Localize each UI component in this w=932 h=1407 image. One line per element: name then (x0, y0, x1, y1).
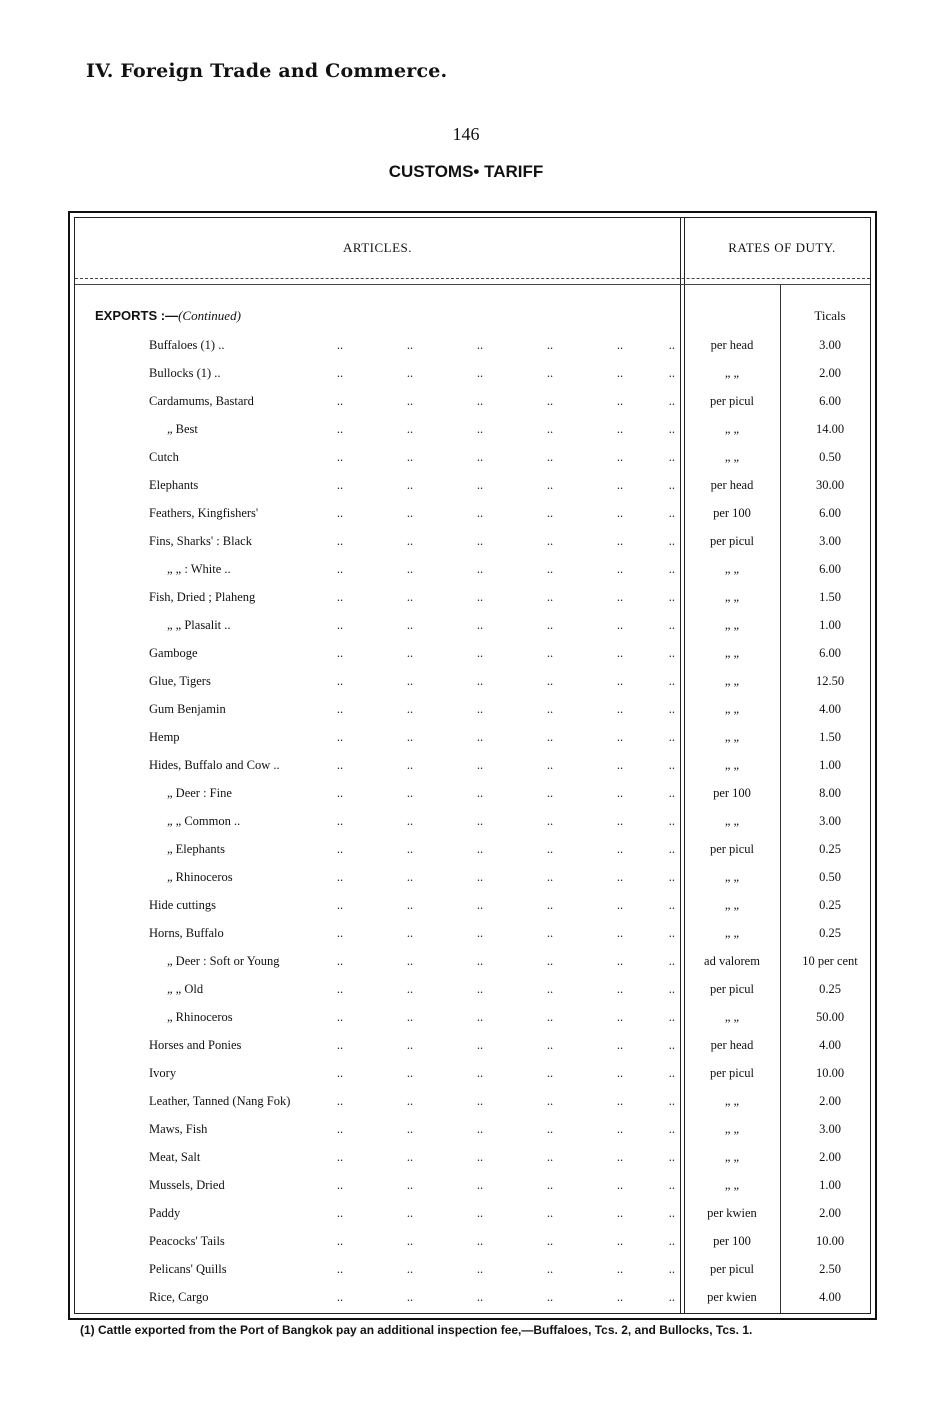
article-name: Gum Benjamin (149, 702, 226, 716)
duty-unit: „ „ (724, 1094, 740, 1108)
article-name: Feathers, Kingfishers' (149, 506, 259, 520)
article-name: Hides, Buffalo and Cow .. (149, 758, 280, 772)
article-name: Glue, Tigers (149, 674, 211, 688)
article-name: Hide cuttings (149, 898, 217, 912)
duty-rate: 1.50 (819, 590, 841, 604)
article-name: Elephants (149, 478, 199, 492)
leader-dots: .. .. .. .. .. .. (336, 1290, 675, 1304)
duty-rate: 2.50 (819, 1262, 841, 1276)
article-name: Pelicans' Quills (149, 1262, 227, 1276)
duty-unit: „ „ (724, 870, 740, 884)
duty-rate: 0.50 (819, 450, 841, 464)
leader-dots: .. .. .. .. .. .. (336, 1038, 675, 1052)
duty-rate: 3.00 (819, 1122, 841, 1136)
duty-unit: „ „ (724, 562, 740, 576)
article-name: „ Rhinoceros (167, 1010, 233, 1024)
duty-unit: per picul (709, 394, 755, 408)
header-rule (75, 284, 870, 285)
table-row (75, 892, 880, 920)
article-name: „ Elephants (167, 842, 225, 856)
leader-dots: .. .. .. .. .. .. (336, 1010, 675, 1024)
duty-unit: per head (710, 478, 754, 492)
duty-unit: „ „ (724, 926, 740, 940)
leader-dots: .. .. .. .. .. .. (336, 870, 675, 884)
leader-dots: .. .. .. .. .. .. (336, 730, 675, 744)
duty-unit: per 100 (713, 1234, 751, 1248)
article-name: „ Rhinoceros (167, 870, 233, 884)
table-row (75, 752, 880, 780)
duty-unit: ad valorem (704, 954, 760, 968)
leader-dots: .. .. .. .. .. .. (336, 590, 675, 604)
article-name: „ „ Plasalit .. (167, 618, 231, 632)
duty-unit: „ „ (724, 422, 740, 436)
leader-dots: .. .. .. .. .. .. (336, 758, 675, 772)
table-row (75, 836, 880, 864)
duty-unit: „ „ (724, 618, 740, 632)
leader-dots: .. .. .. .. .. .. (336, 1206, 675, 1220)
duty-unit: „ „ (724, 366, 740, 380)
duty-rate: 2.00 (819, 366, 841, 380)
table-row (75, 1004, 880, 1032)
leader-dots: .. .. .. .. .. .. (336, 982, 675, 996)
table-row (75, 724, 880, 752)
table-body (75, 332, 880, 1312)
leader-dots: .. .. .. .. .. .. (336, 422, 675, 436)
duty-unit: „ „ (724, 646, 740, 660)
leader-dots: .. .. .. .. .. .. (336, 478, 675, 492)
table-row (75, 1144, 880, 1172)
article-name: Leather, Tanned (Nang Fok) (149, 1094, 291, 1108)
duty-unit: per picul (709, 842, 755, 856)
table-row (75, 1256, 880, 1284)
article-name: Maws, Fish (149, 1122, 208, 1136)
article-name: „ „ Common .. (167, 814, 241, 828)
table-row (75, 556, 880, 584)
article-name: „ „ Old (167, 982, 204, 996)
table-row (75, 1088, 880, 1116)
duty-rate: 6.00 (819, 562, 841, 576)
duty-rate: 0.50 (819, 870, 841, 884)
article-name: Fish, Dried ; Plaheng (149, 590, 256, 604)
table-row (75, 864, 880, 892)
leader-dots: .. .. .. .. .. .. (336, 1262, 675, 1276)
table-row (75, 668, 880, 696)
duty-rate: 12.50 (815, 674, 845, 688)
duty-unit: per kwien (707, 1290, 757, 1304)
duty-unit: per head (710, 1038, 754, 1052)
duty-unit: per picul (709, 534, 755, 548)
duty-unit: „ „ (724, 730, 740, 744)
leader-dots: .. .. .. .. .. .. (336, 1122, 675, 1136)
leader-dots: .. .. .. .. .. .. (336, 506, 675, 520)
table-row (75, 332, 880, 360)
table-row (75, 640, 880, 668)
article-name: Rice, Cargo (149, 1290, 209, 1304)
footnote: (1) Cattle exported from the Port of Bangkok pay an additional inspection fee,—Buffaloes, Tcs. 2, and Bullocks, Tcs. 1. (80, 1323, 753, 1337)
duty-rate: 10 per cent (802, 954, 858, 968)
table-row (75, 1228, 880, 1256)
article-name: Meat, Salt (149, 1150, 201, 1164)
leader-dots: .. .. .. .. .. .. (336, 926, 675, 940)
duty-rate: 1.50 (819, 730, 841, 744)
table-row (75, 388, 880, 416)
duty-rate: 0.25 (819, 982, 841, 996)
duty-unit: „ „ (724, 1178, 740, 1192)
duty-rate: 1.00 (819, 618, 841, 632)
article-name: Paddy (149, 1206, 181, 1220)
duty-rate: 30.00 (815, 478, 845, 492)
article-name: „ Best (167, 422, 198, 436)
leader-dots: .. .. .. .. .. .. (336, 786, 675, 800)
tariff-table-inner (74, 217, 871, 1314)
duty-unit: per 100 (713, 786, 751, 800)
table-row (75, 1172, 880, 1200)
tariff-table (68, 211, 877, 1320)
duty-rate: 10.00 (815, 1234, 845, 1248)
table-row (75, 1116, 880, 1144)
table-row (75, 808, 880, 836)
duty-unit: per 100 (713, 506, 751, 520)
duty-rate: 6.00 (819, 646, 841, 660)
duty-unit: „ „ (724, 1150, 740, 1164)
duty-unit: per kwien (707, 1206, 757, 1220)
article-name: „ Deer : Soft or Young (167, 954, 280, 968)
article-name: Ivory (149, 1066, 177, 1080)
table-row (75, 780, 880, 808)
article-name: „ Deer : Fine (167, 786, 232, 800)
table-row (75, 1284, 880, 1312)
table-row (75, 500, 880, 528)
duty-rate: 3.00 (819, 814, 841, 828)
article-name: Bullocks (1) .. (149, 366, 221, 380)
document-title: CUSTOMS• TARIFF (388, 162, 544, 181)
duty-unit: „ „ (724, 814, 740, 828)
table-row (75, 976, 880, 1004)
table-row (75, 1200, 880, 1228)
leader-dots: .. .. .. .. .. .. (336, 1178, 675, 1192)
articles-header: ARTICLES. (342, 240, 413, 255)
duty-unit: per picul (709, 1066, 755, 1080)
duty-unit: „ „ (724, 1010, 740, 1024)
duty-rate: 2.00 (819, 1150, 841, 1164)
duty-unit: „ „ (724, 898, 740, 912)
leader-dots: .. .. .. .. .. .. (336, 674, 675, 688)
section-heading: IV. Foreign Trade and Commerce. (86, 60, 448, 82)
table-row (75, 1032, 880, 1060)
leader-dots: .. .. .. .. .. .. (336, 954, 675, 968)
leader-dots: .. .. .. .. .. .. (336, 646, 675, 660)
duty-rate: 0.25 (819, 926, 841, 940)
article-name: Cutch (149, 450, 179, 464)
leader-dots: .. .. .. .. .. .. (336, 814, 675, 828)
article-name: Mussels, Dried (149, 1178, 225, 1192)
table-row (75, 696, 880, 724)
leader-dots: .. .. .. .. .. .. (336, 1094, 675, 1108)
leader-dots: .. .. .. .. .. .. (336, 450, 675, 464)
exports-label-text: EXPORTS :— (95, 308, 179, 323)
header-rule (75, 278, 870, 279)
duty-rate: 4.00 (819, 702, 841, 716)
exports-continued: (Continued) (178, 308, 241, 323)
leader-dots: .. .. .. .. .. .. (336, 1066, 675, 1080)
duty-rate: 8.00 (819, 786, 841, 800)
duty-rate: 2.00 (819, 1206, 841, 1220)
currency-unit: Ticals (814, 308, 846, 323)
duty-rate: 1.00 (819, 1178, 841, 1192)
duty-unit: „ „ (724, 674, 740, 688)
duty-rate: 14.00 (815, 422, 845, 436)
leader-dots: .. .. .. .. .. .. (336, 842, 675, 856)
article-name: Horses and Ponies (149, 1038, 242, 1052)
article-name: Hemp (149, 730, 180, 744)
duty-rate: 2.00 (819, 1094, 841, 1108)
exports-label (95, 308, 241, 324)
leader-dots: .. .. .. .. .. .. (336, 562, 675, 576)
table-row (75, 360, 880, 388)
article-name: Peacocks' Tails (149, 1234, 225, 1248)
table-row (75, 1060, 880, 1088)
duty-rate: 1.00 (819, 758, 841, 772)
duty-unit: „ „ (724, 1122, 740, 1136)
duty-unit: „ „ (724, 590, 740, 604)
duty-rate: 50.00 (815, 1010, 845, 1024)
duty-rate: 4.00 (819, 1290, 841, 1304)
duty-rate: 10.00 (815, 1066, 845, 1080)
rates-header: RATES OF DUTY. (728, 240, 836, 255)
duty-unit: „ „ (724, 450, 740, 464)
table-row (75, 948, 880, 976)
table-row (75, 528, 880, 556)
duty-rate: 0.25 (819, 842, 841, 856)
duty-rate: 0.25 (819, 898, 841, 912)
leader-dots: .. .. .. .. .. .. (336, 898, 675, 912)
leader-dots: .. .. .. .. .. .. (336, 702, 675, 716)
article-name: „ „ : White .. (167, 562, 231, 576)
leader-dots: .. .. .. .. .. .. (336, 1234, 675, 1248)
article-name: Buffaloes (1) .. (149, 338, 225, 352)
leader-dots: .. .. .. .. .. .. (336, 534, 675, 548)
table-row (75, 416, 880, 444)
table-row (75, 612, 880, 640)
duty-unit: per head (710, 338, 754, 352)
table-row (75, 472, 880, 500)
duty-rate: 6.00 (819, 506, 841, 520)
duty-unit: „ „ (724, 758, 740, 772)
duty-rate: 3.00 (819, 534, 841, 548)
leader-dots: .. .. .. .. .. .. (336, 394, 675, 408)
leader-dots: .. .. .. .. .. .. (336, 1150, 675, 1164)
table-row (75, 920, 880, 948)
table-row (75, 584, 880, 612)
table-row (75, 444, 880, 472)
page-number: 146 (452, 124, 480, 144)
duty-unit: „ „ (724, 702, 740, 716)
leader-dots: .. .. .. .. .. .. (336, 618, 675, 632)
duty-rate: 6.00 (819, 394, 841, 408)
article-name: Fins, Sharks' : Black (149, 534, 252, 548)
duty-rate: 3.00 (819, 338, 841, 352)
leader-dots: .. .. .. .. .. .. (336, 338, 675, 352)
duty-rate: 4.00 (819, 1038, 841, 1052)
article-name: Horns, Buffalo (149, 926, 224, 940)
duty-unit: per picul (709, 982, 755, 996)
article-name: Cardamums, Bastard (149, 394, 254, 408)
article-name: Gamboge (149, 646, 198, 660)
leader-dots: .. .. .. .. .. .. (336, 366, 675, 380)
duty-unit: per picul (709, 1262, 755, 1276)
